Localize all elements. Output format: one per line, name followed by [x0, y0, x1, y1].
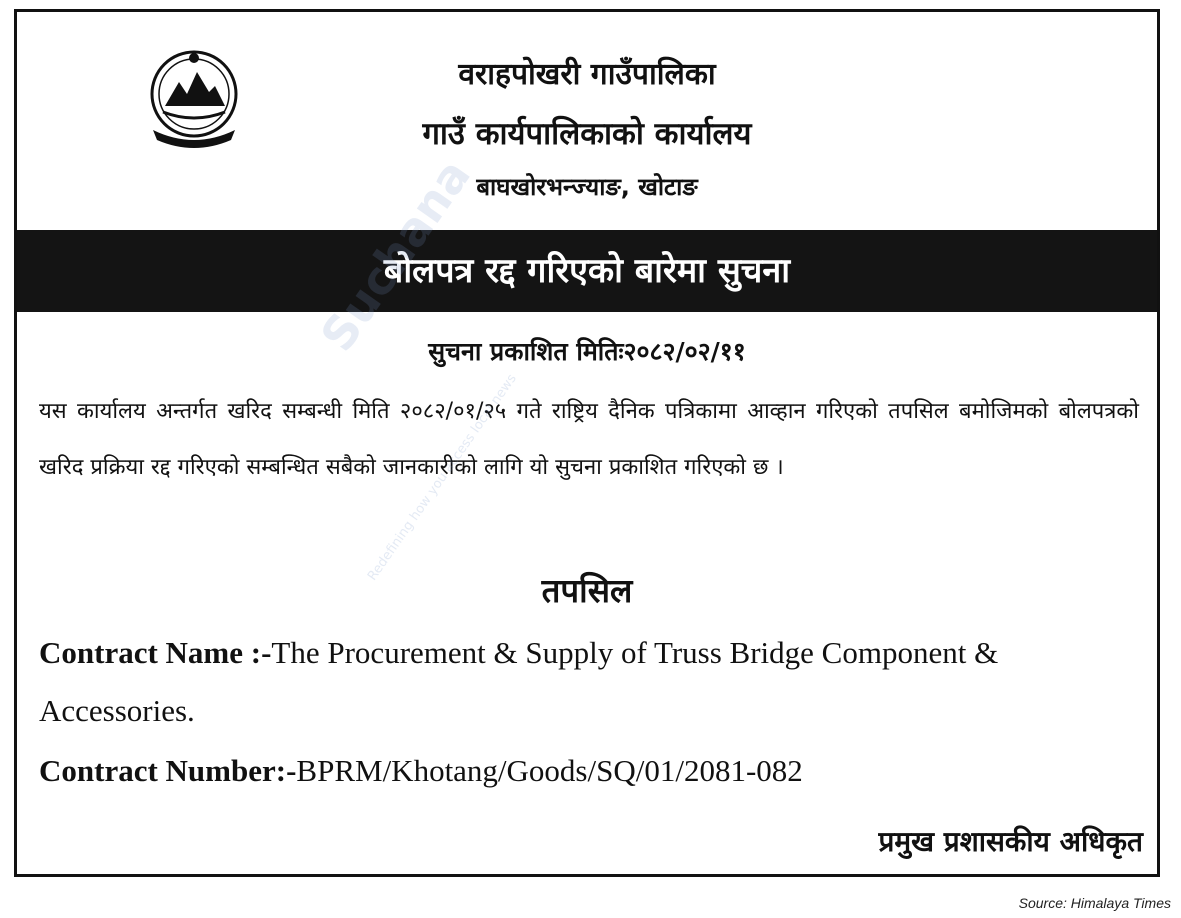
published-date: सुचना प्रकाशित मितिः२०८२/०२/११ — [428, 337, 746, 366]
contract-number-line — [39, 742, 1147, 800]
contract-number-value: BPRM/Khotang/Goods/SQ/01/2081-082 — [296, 753, 803, 788]
notice-frame — [14, 9, 1160, 877]
watermark-tagline: Redefining how you access local news — [365, 371, 520, 584]
contract-number-label: Contract Number:- — [39, 753, 297, 788]
source-credit: Source: Himalaya Times — [1018, 895, 1171, 911]
schedule-heading: तपसिल — [541, 571, 633, 610]
notice-header — [17, 12, 1157, 230]
municipality-name: वराहपोखरी गाउँपालिका — [458, 57, 716, 92]
contract-name-line — [39, 624, 1147, 740]
contract-name-label: Contract Name :- — [39, 635, 272, 670]
notice-title-banner — [17, 230, 1157, 312]
office-address: बाघखोरभन्ज्याङ, खोटाङ — [476, 173, 698, 201]
notice-title: बोलपत्र रद्द गरिएको बारेमा सुचना — [383, 251, 791, 291]
contract-name-value: The Procurement & Supply of Truss Bridge Component & Accessories. — [39, 635, 999, 728]
notice-body: यस कार्यालय अन्तर्गत खरिद सम्बन्धी मिति २०८२/०१/२५ गते राष्ट्रिय दैनिक पत्रिकामा आव्हान गरिएको तपसिल बमोजिमको बोलपत्रको खरिद प्रक्रिया रद्द गरिएको सम्बन्धित सबैको जानकारीको लागि यो सुचना प्रकाशित गरिएको छ । — [39, 399, 1139, 480]
office-name: गाउँ कार्यपालिकाको कार्यालय — [422, 116, 752, 152]
signatory-title: प्रमुख प्रशासकीय अधिकृत — [878, 825, 1143, 858]
